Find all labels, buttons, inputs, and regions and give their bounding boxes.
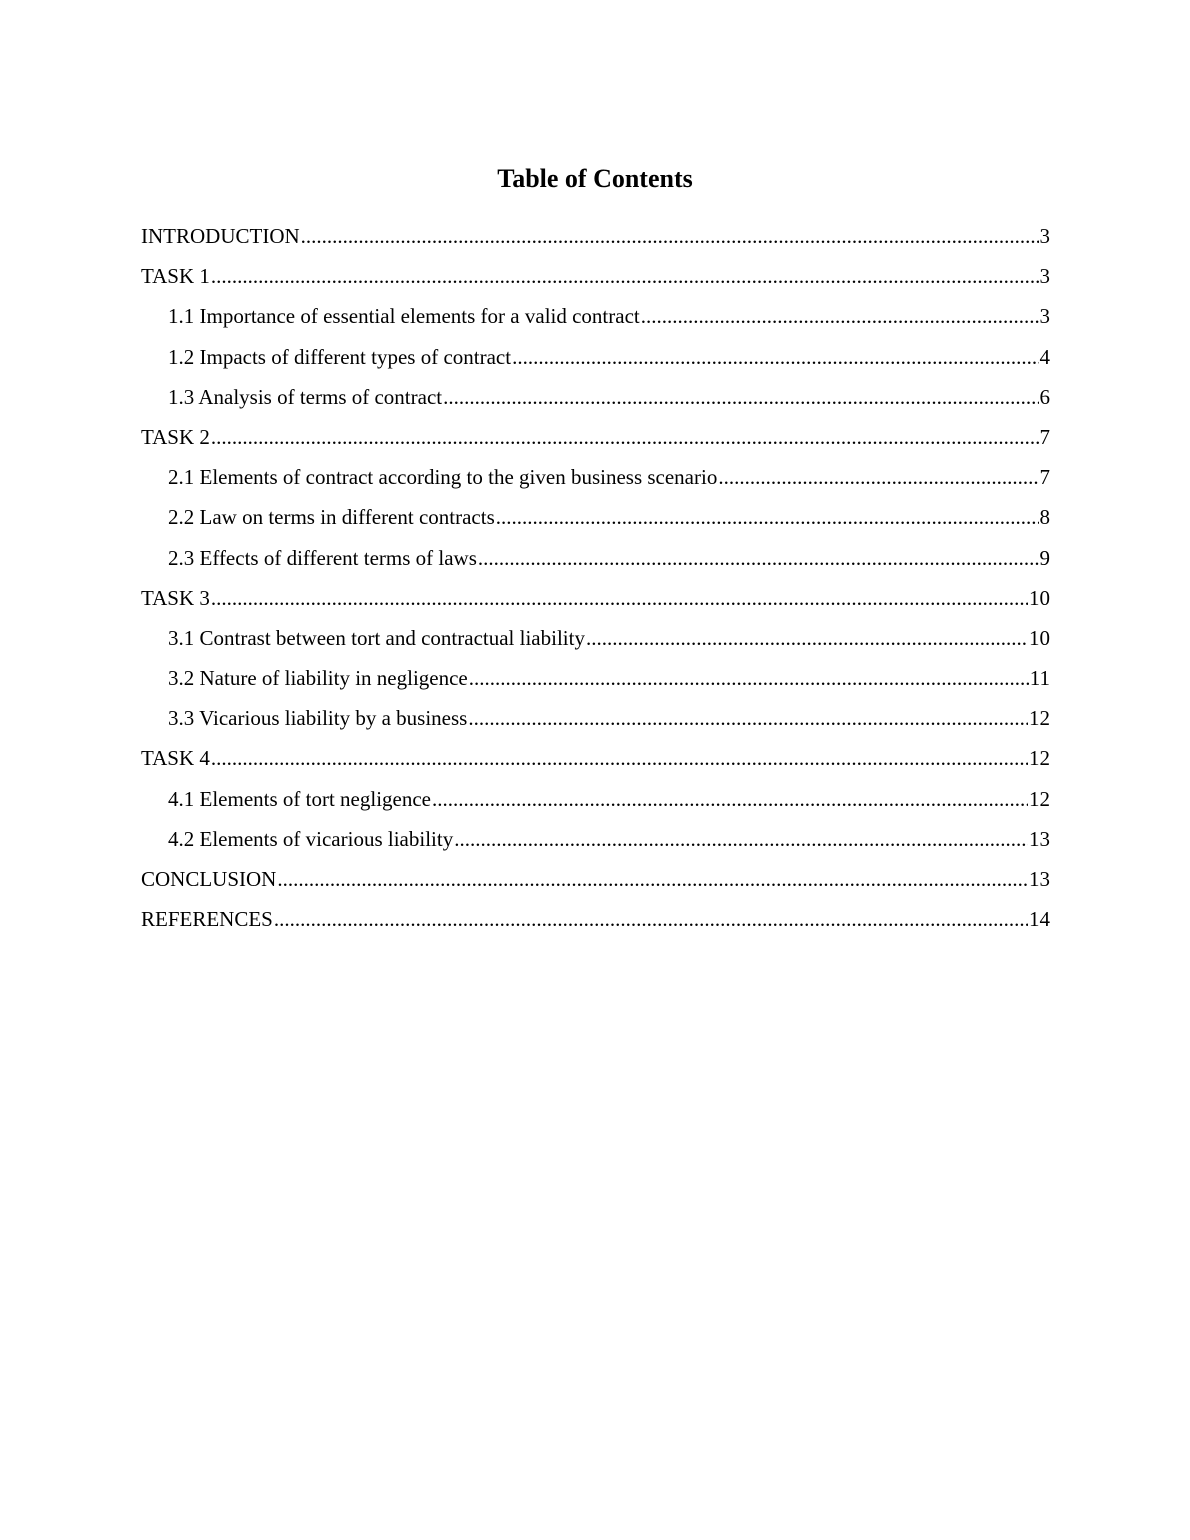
toc-page-number: 3 — [1039, 264, 1050, 289]
toc-entry-text: 3.2 Nature of liability in negligence — [168, 666, 468, 691]
toc-entry-text: 1.1 Importance of essential elements for a valid contract — [168, 304, 640, 329]
toc-dot-leader — [211, 260, 1039, 292]
toc-entry-text: TASK 4 — [141, 746, 210, 771]
toc-entry-text: 3.1 Contrast between tort and contractual liability — [168, 625, 585, 650]
toc-page-number: 14 — [1029, 907, 1050, 932]
toc-entry[interactable] — [141, 863, 1050, 903]
toc-page-number: 4 — [1039, 344, 1050, 369]
toc-dot-leader — [432, 783, 1028, 815]
toc-dot-leader — [211, 582, 1028, 614]
toc-page-number: 6 — [1039, 384, 1050, 409]
toc-dot-leader — [586, 622, 1028, 654]
toc-page-number: 9 — [1039, 545, 1050, 570]
toc-entry-text: TASK 3 — [141, 585, 210, 610]
toc-entry-text: 1.2 Impacts of different types of contract — [168, 344, 512, 369]
toc-page-number: 13 — [1029, 826, 1050, 851]
toc-entry[interactable] — [141, 220, 1050, 260]
toc-dot-leader — [454, 823, 1028, 855]
toc-entry-text: 2.3 Effects of different terms of laws — [168, 545, 477, 570]
table-of-contents — [141, 220, 1050, 943]
toc-entry[interactable] — [141, 542, 1050, 582]
toc-entry-text: TASK 1 — [141, 264, 210, 289]
toc-dot-leader — [641, 300, 1039, 332]
toc-entry[interactable] — [141, 662, 1050, 702]
toc-entry[interactable] — [141, 260, 1050, 300]
toc-entry-text: 1.3 Analysis of terms of contract — [168, 384, 443, 409]
toc-entry[interactable] — [141, 421, 1050, 461]
page-title: Table of Contents — [497, 164, 693, 193]
toc-page-number: 10 — [1029, 625, 1050, 650]
toc-page-number: 12 — [1029, 746, 1050, 771]
toc-entry[interactable] — [141, 582, 1050, 622]
toc-dot-leader — [496, 501, 1039, 533]
toc-entry[interactable] — [141, 341, 1050, 381]
toc-page-number: 12 — [1029, 786, 1050, 811]
toc-entry-text: CONCLUSION — [141, 867, 277, 891]
toc-dot-leader — [469, 662, 1029, 694]
toc-page-number: 7 — [1039, 465, 1050, 490]
toc-dot-leader — [718, 461, 1038, 493]
toc-page-number: 11 — [1029, 666, 1050, 691]
toc-page-number: 13 — [1029, 867, 1050, 891]
toc-entry-text: 3.3 Vicarious liability by a business — [168, 706, 468, 731]
toc-entry[interactable] — [141, 501, 1050, 541]
toc-entry[interactable] — [141, 622, 1050, 662]
toc-entry-text: 2.2 Law on terms in different contracts — [168, 505, 495, 530]
toc-dot-leader — [211, 421, 1039, 453]
toc-entry[interactable] — [141, 903, 1050, 943]
toc-entry[interactable] — [141, 381, 1050, 421]
toc-entry[interactable] — [141, 300, 1050, 340]
toc-entry-text: 4.1 Elements of tort negligence — [168, 786, 432, 811]
toc-entry[interactable] — [141, 702, 1050, 742]
toc-dot-leader — [512, 341, 1038, 373]
toc-entry-text: INTRODUCTION — [141, 224, 300, 248]
toc-page-number: 3 — [1039, 304, 1050, 329]
toc-entry[interactable] — [141, 783, 1050, 823]
toc-dot-leader — [468, 702, 1028, 734]
toc-page-number: 8 — [1039, 505, 1050, 530]
toc-page-number: 12 — [1029, 706, 1050, 731]
toc-dot-leader — [274, 903, 1028, 935]
toc-entry-text: TASK 2 — [141, 424, 210, 449]
toc-dot-leader — [211, 742, 1028, 774]
toc-page-number: 10 — [1029, 585, 1050, 610]
toc-page-number: 7 — [1039, 424, 1050, 449]
toc-dot-leader — [478, 542, 1039, 574]
toc-entry-text: 2.1 Elements of contract according to the given business scenario — [168, 465, 718, 490]
toc-dot-leader — [443, 381, 1038, 413]
toc-page-number: 3 — [1039, 224, 1050, 248]
toc-dot-leader — [277, 863, 1028, 895]
toc-entry-text: REFERENCES — [141, 907, 273, 932]
toc-dot-leader — [301, 220, 1039, 252]
toc-entry[interactable] — [141, 742, 1050, 782]
toc-entry-text: 4.2 Elements of vicarious liability — [168, 826, 454, 851]
toc-entry[interactable] — [141, 461, 1050, 501]
toc-entry[interactable] — [141, 823, 1050, 863]
